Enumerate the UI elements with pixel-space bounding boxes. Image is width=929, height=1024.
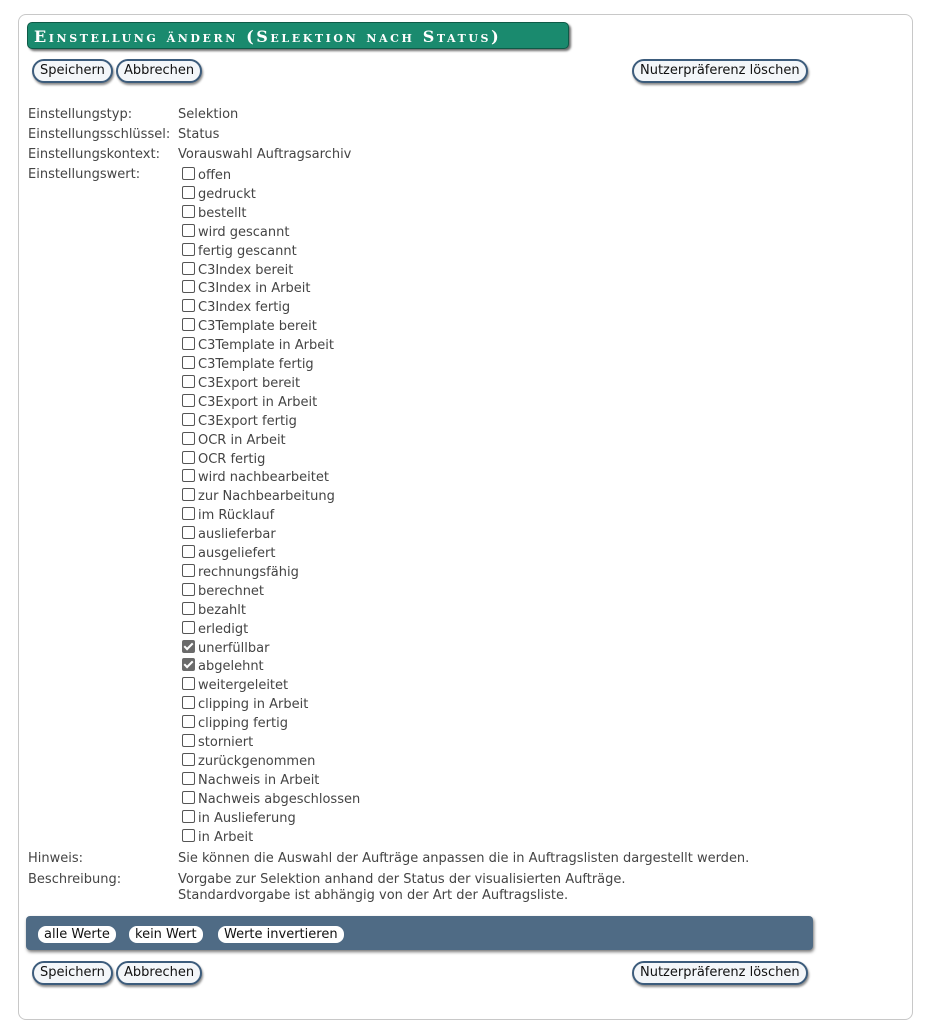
status-checkbox[interactable] bbox=[182, 488, 195, 501]
status-checkbox[interactable] bbox=[182, 526, 195, 539]
status-option[interactable] bbox=[182, 488, 335, 506]
status-option[interactable] bbox=[182, 186, 256, 204]
status-option[interactable] bbox=[182, 772, 319, 790]
status-option[interactable] bbox=[182, 337, 334, 355]
status-option-label: bezahlt bbox=[198, 602, 246, 618]
status-checkbox[interactable] bbox=[182, 432, 195, 445]
status-checkbox[interactable] bbox=[182, 243, 195, 256]
select-all-button[interactable]: alle Werte bbox=[38, 926, 116, 943]
bulk-action-bar bbox=[26, 916, 813, 950]
status-option[interactable] bbox=[182, 394, 317, 412]
key-label: Einstellungsschlüssel: bbox=[28, 127, 171, 142]
status-option-label: in Auslieferung bbox=[198, 810, 296, 826]
status-checkbox[interactable] bbox=[182, 394, 195, 407]
status-option[interactable] bbox=[182, 413, 297, 431]
status-option-label: OCR fertig bbox=[198, 451, 266, 467]
status-option-label: abgelehnt bbox=[198, 659, 264, 675]
status-option-label: C3Index bereit bbox=[198, 262, 294, 278]
status-checkbox[interactable] bbox=[182, 167, 195, 180]
status-option-label: erledigt bbox=[198, 621, 249, 637]
status-option[interactable] bbox=[182, 469, 329, 487]
status-option-label: fertig gescannt bbox=[198, 243, 297, 259]
status-option-label: OCR in Arbeit bbox=[198, 432, 286, 448]
status-checkbox[interactable] bbox=[182, 205, 195, 218]
context-value: Vorauswahl Auftragsarchiv bbox=[178, 147, 352, 162]
value-label: Einstellungswert: bbox=[28, 167, 141, 182]
hint-text: Sie können die Auswahl der Aufträge anpassen die in Auftragslisten dargestellt werden. bbox=[178, 851, 750, 866]
status-option[interactable] bbox=[182, 526, 276, 544]
status-checkbox[interactable] bbox=[182, 469, 195, 482]
status-option[interactable] bbox=[182, 715, 288, 733]
status-checkbox[interactable] bbox=[182, 451, 195, 464]
status-checkbox[interactable] bbox=[182, 583, 195, 596]
status-checkbox[interactable] bbox=[182, 810, 195, 823]
key-value: Status bbox=[178, 127, 220, 142]
status-option-label: clipping in Arbeit bbox=[198, 697, 309, 713]
status-checkbox[interactable] bbox=[182, 262, 195, 275]
delete-preference-button-top[interactable]: Nutzerpräferenz löschen bbox=[632, 59, 808, 83]
status-option[interactable] bbox=[182, 318, 317, 336]
status-option-label: Nachweis abgeschlossen bbox=[198, 791, 361, 807]
status-checkbox[interactable] bbox=[182, 791, 195, 804]
status-option[interactable] bbox=[182, 658, 264, 676]
description-line-2: Standardvorgabe ist abhängig von der Art der Auftragsliste. bbox=[178, 888, 569, 903]
status-option-label: C3Template in Arbeit bbox=[198, 338, 334, 354]
status-option-label: C3Export fertig bbox=[198, 413, 297, 429]
status-option-label: offen bbox=[198, 168, 232, 183]
status-option-label: C3Template fertig bbox=[198, 357, 314, 372]
status-option[interactable] bbox=[182, 621, 248, 639]
save-button-top[interactable]: Speichern bbox=[32, 59, 113, 83]
hint-label: Hinweis: bbox=[28, 851, 84, 866]
type-label: Einstellungstyp: bbox=[28, 107, 133, 122]
status-option-label: C3Export bereit bbox=[198, 375, 301, 391]
description-label: Beschreibung: bbox=[28, 872, 122, 887]
status-checkbox[interactable] bbox=[182, 734, 195, 747]
status-checkbox[interactable] bbox=[182, 564, 195, 577]
status-option[interactable] bbox=[182, 640, 269, 658]
status-checkbox[interactable] bbox=[182, 658, 195, 671]
status-option-label: ausgeliefert bbox=[198, 546, 276, 561]
status-option-label: storniert bbox=[198, 735, 254, 750]
status-option[interactable] bbox=[182, 583, 264, 601]
status-checkbox[interactable] bbox=[182, 640, 195, 653]
status-checkbox[interactable] bbox=[182, 507, 195, 520]
page-title: Einstellung ändern (Selektion nach Status) bbox=[27, 22, 569, 49]
status-checkbox[interactable] bbox=[182, 621, 195, 634]
status-option[interactable] bbox=[182, 829, 253, 847]
status-checkbox[interactable] bbox=[182, 829, 195, 842]
status-option[interactable] bbox=[182, 243, 297, 261]
status-option[interactable] bbox=[182, 432, 286, 450]
status-option-label: C3Export in Arbeit bbox=[198, 394, 318, 410]
status-option[interactable] bbox=[182, 696, 308, 714]
status-option-label: gedruckt bbox=[198, 186, 256, 202]
status-option-label: berechnet bbox=[198, 583, 265, 599]
status-option-label: zurückgenommen bbox=[198, 753, 316, 769]
status-checkbox[interactable] bbox=[182, 772, 195, 785]
save-button-bottom[interactable]: Speichern bbox=[32, 961, 113, 985]
status-checkbox[interactable] bbox=[182, 602, 195, 615]
context-label: Einstellungskontext: bbox=[28, 147, 160, 162]
status-option[interactable] bbox=[182, 299, 290, 317]
status-option-label: wird nachbearbeitet bbox=[198, 470, 329, 486]
status-option-label: C3Index fertig bbox=[198, 300, 291, 316]
status-option-label: weitergeleitet bbox=[198, 678, 289, 694]
status-option-label: rechnungsfähig bbox=[198, 564, 299, 580]
select-none-button[interactable]: kein Wert bbox=[129, 926, 203, 943]
status-option[interactable] bbox=[182, 810, 296, 828]
status-option[interactable] bbox=[182, 677, 288, 695]
status-option[interactable] bbox=[182, 507, 274, 525]
invert-selection-button[interactable]: Werte invertieren bbox=[218, 926, 344, 943]
status-checkbox[interactable] bbox=[182, 356, 195, 369]
status-checkbox[interactable] bbox=[182, 696, 195, 709]
status-checkbox[interactable] bbox=[182, 280, 195, 293]
cancel-button-top[interactable]: Abbrechen bbox=[116, 59, 202, 83]
status-option-label: auslieferbar bbox=[198, 527, 276, 543]
status-option[interactable] bbox=[182, 602, 246, 620]
status-option-label: unerfüllbar bbox=[198, 640, 270, 656]
status-option[interactable] bbox=[182, 451, 265, 469]
status-checkbox[interactable] bbox=[182, 715, 195, 728]
status-option-label: wird gescannt bbox=[198, 224, 290, 240]
description-line-1: Vorgabe zur Selektion anhand der Status der visualisierten Aufträge. bbox=[178, 872, 626, 887]
status-option[interactable] bbox=[182, 205, 246, 223]
cancel-button-bottom[interactable]: Abbrechen bbox=[116, 961, 202, 985]
status-checkbox[interactable] bbox=[182, 337, 195, 350]
status-option-label: in Arbeit bbox=[198, 829, 254, 845]
status-option[interactable] bbox=[182, 356, 314, 374]
status-checkbox[interactable] bbox=[182, 375, 195, 388]
status-option[interactable] bbox=[182, 753, 315, 771]
settings-panel bbox=[18, 14, 913, 1020]
status-checkbox[interactable] bbox=[182, 299, 195, 312]
status-checkbox[interactable] bbox=[182, 677, 195, 690]
status-option-label: C3Index in Arbeit bbox=[198, 281, 311, 297]
delete-preference-button-bottom[interactable]: Nutzerpräferenz löschen bbox=[632, 961, 808, 985]
status-option-label: clipping fertig bbox=[198, 716, 288, 732]
status-checkbox[interactable] bbox=[182, 753, 195, 766]
status-option[interactable] bbox=[182, 262, 293, 280]
status-checkbox[interactable] bbox=[182, 413, 195, 426]
status-option[interactable] bbox=[182, 167, 231, 185]
type-value: Selektion bbox=[178, 107, 239, 122]
status-checkbox[interactable] bbox=[182, 318, 195, 331]
status-checkbox[interactable] bbox=[182, 545, 195, 558]
status-option[interactable] bbox=[182, 734, 253, 752]
status-option-label: zur Nachbearbeitung bbox=[198, 489, 335, 505]
status-option[interactable] bbox=[182, 224, 289, 242]
status-option[interactable] bbox=[182, 375, 300, 393]
status-option-label: C3Template bereit bbox=[198, 319, 317, 335]
status-option[interactable] bbox=[182, 280, 310, 298]
status-checkbox[interactable] bbox=[182, 186, 195, 199]
status-option[interactable] bbox=[182, 564, 299, 582]
status-option[interactable] bbox=[182, 545, 275, 563]
status-option-label: im Rücklauf bbox=[198, 508, 275, 524]
status-option-label: Nachweis in Arbeit bbox=[198, 772, 320, 788]
status-option-label: bestellt bbox=[198, 205, 247, 221]
status-option[interactable] bbox=[182, 791, 360, 809]
status-checkbox[interactable] bbox=[182, 224, 195, 237]
